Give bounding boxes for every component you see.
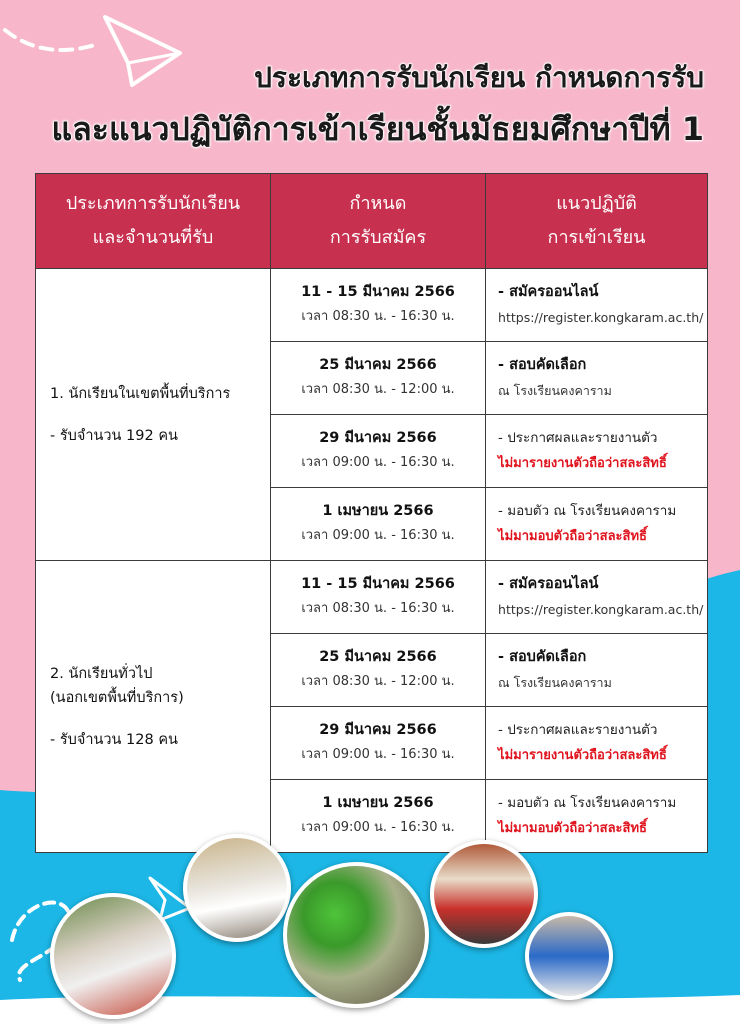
action-cell: - สอบคัดเลือก ณ โรงเรียนคงคาราม	[486, 342, 708, 415]
action-cell: - ประกาศผลและรายงานตัว ไม่มารายงานตัวถือว่าสละสิทธิ์	[486, 707, 708, 780]
warning-text: ไม่มารายงานตัวถือว่าสละสิทธิ์	[498, 456, 667, 471]
page-title-line1: ประเภทการรับนักเรียน กำหนดการรับ	[254, 61, 704, 94]
date-cell: 11 - 15 มีนาคม 2566 เวลา 08:30 น. - 16:30 น.	[270, 561, 485, 634]
date-cell: 1 เมษายน 2566 เวลา 09:00 น. - 16:30 น.	[270, 488, 485, 561]
table-row	[36, 269, 708, 342]
action-cell: - สมัครออนไลน์ https://register.kongkaram.ac.th/	[486, 269, 708, 342]
date-cell: 11 - 15 มีนาคม 2566 เวลา 08:30 น. - 16:30 น.	[270, 269, 485, 342]
header-application-schedule: กำหนด การรับสมัคร	[270, 174, 485, 269]
paper-plane-icon	[0, 5, 190, 95]
warning-text: ไม่มามอบตัวถือว่าสละสิทธิ์	[498, 821, 647, 836]
register-link[interactable]: https://register.kongkaram.ac.th/	[498, 602, 704, 617]
date-cell: 25 มีนาคม 2566 เวลา 08:30 น. - 12:00 น.	[270, 634, 485, 707]
header-enrollment-guideline: แนวปฏิบัติ การเข้าเรียน	[486, 174, 708, 269]
page-title-line2: และแนวปฏิบัติการเข้าเรียนชั้นมัธยมศึกษาปีที่ 1	[51, 110, 704, 148]
student-photo-green-costume	[283, 862, 429, 1008]
date-cell: 29 มีนาคม 2566 เวลา 09:00 น. - 16:30 น.	[270, 707, 485, 780]
date-cell: 25 มีนาคม 2566 เวลา 08:30 น. - 12:00 น.	[270, 342, 485, 415]
register-link[interactable]: https://register.kongkaram.ac.th/	[498, 310, 704, 325]
student-photo-classroom	[525, 912, 613, 1000]
table-row	[36, 561, 708, 634]
action-cell: - สอบคัดเลือก ณ โรงเรียนคงคาราม	[486, 634, 708, 707]
date-cell: 29 มีนาคม 2566 เวลา 09:00 น. - 16:30 น.	[270, 415, 485, 488]
action-cell: - ประกาศผลและรายงานตัว ไม่มารายงานตัวถือว่าสละสิทธิ์	[486, 415, 708, 488]
group-label-in-area: 1. นักเรียนในเขตพื้นที่บริการ - รับจำนวน 192 คน	[36, 269, 271, 561]
header-admission-type: ประเภทการรับนักเรียน และจำนวนที่รับ	[36, 174, 271, 269]
student-photo-parade	[430, 840, 538, 948]
action-cell: - มอบตัว ณ โรงเรียนคงคาราม ไม่มามอบตัวถือว่าสละสิทธิ์	[486, 780, 708, 853]
action-cell: - มอบตัว ณ โรงเรียนคงคาราม ไม่มามอบตัวถือว่าสละสิทธิ์	[486, 488, 708, 561]
action-cell: - สมัครออนไลน์ https://register.kongkaram.ac.th/	[486, 561, 708, 634]
date-cell: 1 เมษายน 2566 เวลา 09:00 น. - 16:30 น.	[270, 780, 485, 853]
table-header-row	[36, 174, 708, 269]
warning-text: ไม่มารายงานตัวถือว่าสละสิทธิ์	[498, 748, 667, 763]
student-photo-microphone	[183, 834, 291, 942]
warning-text: ไม่มามอบตัวถือว่าสละสิทธิ์	[498, 529, 647, 544]
group-label-general: 2. นักเรียนทั่วไป (นอกเขตพื้นที่บริการ) - รับจำนวน 128 คน	[36, 561, 271, 853]
admission-schedule-table	[35, 173, 708, 853]
student-photo-cooking	[50, 893, 176, 1019]
